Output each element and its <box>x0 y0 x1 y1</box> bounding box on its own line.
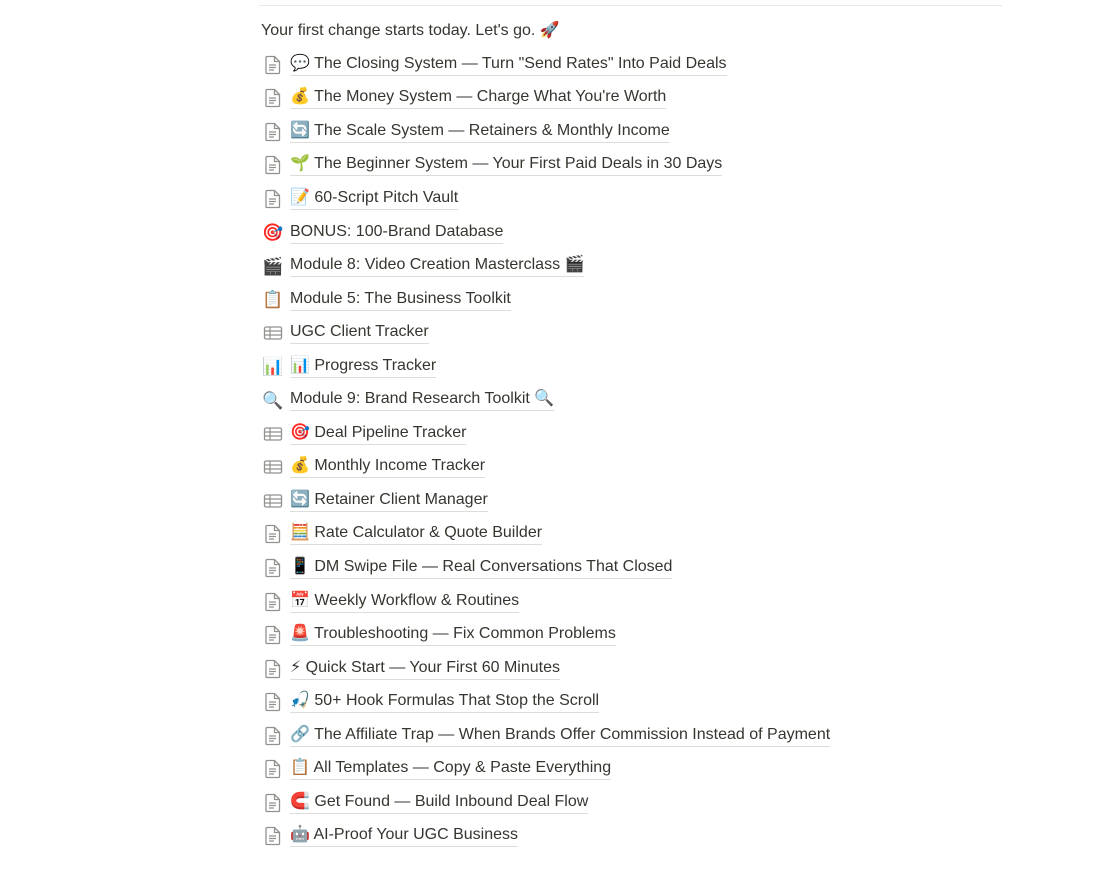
page-link-5[interactable] <box>262 182 1042 216</box>
page-link-label: 📅 Weekly Workflow & Routines <box>290 591 519 613</box>
page-link-10[interactable] <box>262 350 1042 384</box>
page-link-label: 🤖 AI-Proof Your UGC Business <box>290 825 518 847</box>
page-icon <box>262 154 284 176</box>
page-link-label: Module 9: Brand Research Toolkit 🔍 <box>290 389 554 411</box>
page-link-12[interactable] <box>262 417 1042 451</box>
page-icon <box>262 658 284 680</box>
database-icon <box>262 423 284 445</box>
top-divider <box>259 5 1002 6</box>
page-link-label: 🔄 Retainer Client Manager <box>290 490 488 512</box>
page-icon <box>262 758 284 780</box>
page-icon <box>262 725 284 747</box>
page-link-13[interactable] <box>262 451 1042 485</box>
page-link-11[interactable] <box>262 383 1042 417</box>
page-link-19[interactable] <box>262 652 1042 686</box>
page-icon <box>262 87 284 109</box>
page-icon <box>262 591 284 613</box>
page-link-label: Module 8: Video Creation Masterclass 🎬 <box>290 255 584 277</box>
page-icon <box>262 825 284 847</box>
database-icon <box>262 322 284 344</box>
page-link-22[interactable] <box>262 752 1042 786</box>
page-link-1[interactable] <box>262 48 1042 82</box>
page-link-label: 📋 All Templates — Copy & Paste Everything <box>290 758 611 780</box>
page-link-label: 📱 DM Swipe File — Real Conversations That Closed <box>290 557 672 579</box>
emoji-icon: 📋 <box>262 290 284 310</box>
page-link-4[interactable] <box>262 149 1042 183</box>
page-link-6[interactable] <box>262 216 1042 250</box>
page-link-label: ⚡ Quick Start — Your First 60 Minutes <box>290 658 560 680</box>
page-link-8[interactable] <box>262 283 1042 317</box>
page-link-24[interactable] <box>262 820 1042 854</box>
page-link-17[interactable] <box>262 585 1042 619</box>
page-link-21[interactable] <box>262 719 1042 753</box>
page-link-3[interactable] <box>262 115 1042 149</box>
page-link-label: 🚨 Troubleshooting — Fix Common Problems <box>290 624 616 646</box>
page-link-label: 💬 The Closing System — Turn "Send Rates" Into Paid Deals <box>290 54 727 76</box>
intro-text: Your first change starts today. Let's go. 🚀 <box>261 22 560 39</box>
page-link-label: 🔄 The Scale System — Retainers & Monthly Income <box>290 121 670 143</box>
page-link-label: 💰 The Money System — Charge What You're Worth <box>290 87 666 109</box>
page-link-15[interactable] <box>262 518 1042 552</box>
page-icon <box>262 188 284 210</box>
page-link-9[interactable] <box>262 316 1042 350</box>
emoji-icon: 📊 <box>262 357 284 377</box>
page-link-14[interactable] <box>262 484 1042 518</box>
page-link-label: UGC Client Tracker <box>290 322 429 344</box>
page-icon <box>262 691 284 713</box>
page-link-label: 📊 Progress Tracker <box>290 356 436 378</box>
page-link-20[interactable] <box>262 685 1042 719</box>
page-icon <box>262 624 284 646</box>
database-icon <box>262 490 284 512</box>
page-icon <box>262 792 284 814</box>
emoji-icon: 🎯 <box>262 223 284 242</box>
page-link-label: 📝 60-Script Pitch Vault <box>290 188 458 210</box>
page-link-label: 🧲 Get Found — Build Inbound Deal Flow <box>290 792 588 814</box>
page-link-2[interactable] <box>262 82 1042 116</box>
page-icon <box>262 121 284 143</box>
page-link-label: Module 5: The Business Toolkit <box>290 289 511 311</box>
page-link-18[interactable] <box>262 618 1042 652</box>
emoji-icon: 🔍 <box>262 390 284 410</box>
page-link-23[interactable] <box>262 786 1042 820</box>
page-link-label: 🎯 Deal Pipeline Tracker <box>290 423 466 445</box>
database-icon <box>262 456 284 478</box>
page-link-label: 🔗 The Affiliate Trap — When Brands Offer Commission Instead of Payment <box>290 725 830 747</box>
page-link-list <box>262 48 1042 853</box>
page-icon <box>262 523 284 545</box>
page-link-label: 🌱 The Beginner System — Your First Paid Deals in 30 Days <box>290 154 722 176</box>
page-link-16[interactable] <box>262 551 1042 585</box>
page-link-label: BONUS: 100-Brand Database <box>290 222 503 244</box>
page-link-label: 🎣 50+ Hook Formulas That Stop the Scroll <box>290 691 599 713</box>
page-icon <box>262 54 284 76</box>
page-icon <box>262 557 284 579</box>
page-link-label: 🧮 Rate Calculator & Quote Builder <box>290 523 542 545</box>
page-link-label: 💰 Monthly Income Tracker <box>290 456 485 478</box>
emoji-icon: 🎬 <box>262 256 284 276</box>
page-link-7[interactable] <box>262 249 1042 283</box>
